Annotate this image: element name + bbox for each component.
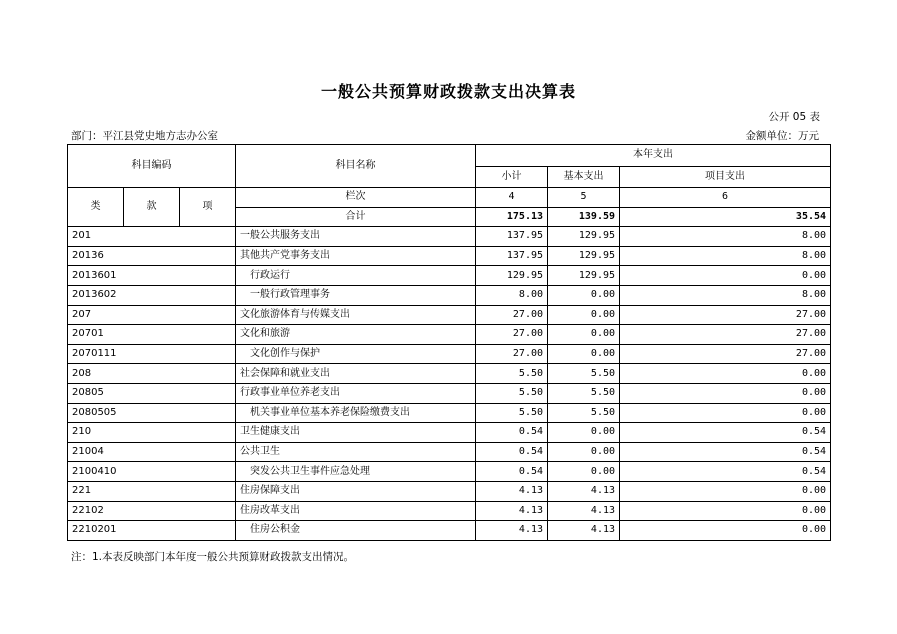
row-project: 27.00 (620, 344, 831, 364)
row-name: 住房改革支出 (236, 501, 476, 521)
row-subtotal: 5.50 (476, 403, 548, 423)
row-code: 2210201 (68, 521, 236, 541)
table-row (68, 246, 831, 266)
row-basic: 0.00 (548, 305, 620, 325)
row-subtotal: 4.13 (476, 521, 548, 541)
row-basic: 4.13 (548, 481, 620, 501)
table-row (68, 305, 831, 325)
row-project: 0.00 (620, 481, 831, 501)
form-number: 公开 05 表 (768, 111, 820, 123)
row-code: 22102 (68, 501, 236, 521)
total-project: 35.54 (620, 207, 831, 227)
row-project: 27.00 (620, 325, 831, 345)
row-project: 0.54 (620, 442, 831, 462)
row-basic: 0.00 (548, 325, 620, 345)
row-project: 0.00 (620, 364, 831, 384)
col6-header: 6 (620, 188, 831, 208)
row-subtotal: 0.54 (476, 462, 548, 482)
item-header: 项 (180, 188, 236, 227)
row-project: 8.00 (620, 246, 831, 266)
row-project: 0.00 (620, 403, 831, 423)
subtotal-header: 小计 (476, 166, 548, 188)
table-row (68, 423, 831, 443)
table-row (68, 344, 831, 364)
row-subtotal: 0.54 (476, 423, 548, 443)
expenditure-table (67, 144, 831, 541)
row-project: 0.54 (620, 423, 831, 443)
row-basic: 129.95 (548, 266, 620, 286)
row-code: 201 (68, 227, 236, 247)
table-row (68, 285, 831, 305)
row-subtotal: 27.00 (476, 344, 548, 364)
table-row (68, 501, 831, 521)
row-name: 机关事业单位基本养老保险缴费支出 (236, 403, 476, 423)
row-project: 0.00 (620, 383, 831, 403)
row-subtotal: 137.95 (476, 227, 548, 247)
basic-header: 基本支出 (548, 166, 620, 188)
row-name: 其他共产党事务支出 (236, 246, 476, 266)
row-name: 一般行政管理事务 (236, 285, 476, 305)
row-basic: 4.13 (548, 501, 620, 521)
row-project: 0.00 (620, 266, 831, 286)
row-code: 208 (68, 364, 236, 384)
row-project: 0.54 (620, 462, 831, 482)
header-row-3 (68, 188, 831, 208)
row-basic: 0.00 (548, 462, 620, 482)
table-row (68, 462, 831, 482)
row-code: 2013601 (68, 266, 236, 286)
row-name: 行政运行 (236, 266, 476, 286)
row-name: 文化和旅游 (236, 325, 476, 345)
table-row (68, 325, 831, 345)
row-project: 0.00 (620, 521, 831, 541)
row-subtotal: 5.50 (476, 364, 548, 384)
row-basic: 5.50 (548, 383, 620, 403)
row-name: 突发公共卫生事件应急处理 (236, 462, 476, 482)
page-title: 一般公共预算财政拨款支出决算表 (320, 82, 576, 101)
row-code: 2100410 (68, 462, 236, 482)
row-code: 2013602 (68, 285, 236, 305)
col5-header: 5 (548, 188, 620, 208)
row-subtotal: 27.00 (476, 325, 548, 345)
row-basic: 4.13 (548, 521, 620, 541)
row-basic: 5.50 (548, 364, 620, 384)
row-project: 0.00 (620, 501, 831, 521)
row-code: 210 (68, 423, 236, 443)
row-project: 27.00 (620, 305, 831, 325)
row-name: 文化创作与保护 (236, 344, 476, 364)
row-name: 公共卫生 (236, 442, 476, 462)
row-subtotal: 0.54 (476, 442, 548, 462)
total-subtotal: 175.13 (476, 207, 548, 227)
row-code: 20805 (68, 383, 236, 403)
row-project: 8.00 (620, 285, 831, 305)
table-row (68, 266, 831, 286)
row-basic: 0.00 (548, 344, 620, 364)
row-name: 社会保障和就业支出 (236, 364, 476, 384)
row-name: 卫生健康支出 (236, 423, 476, 443)
total-label: 合计 (236, 207, 476, 227)
row-subtotal: 4.13 (476, 481, 548, 501)
table-row (68, 383, 831, 403)
col4-header: 4 (476, 188, 548, 208)
row-code: 20136 (68, 246, 236, 266)
table-row (68, 227, 831, 247)
table-row (68, 442, 831, 462)
row-subtotal: 4.13 (476, 501, 548, 521)
row-subtotal: 129.95 (476, 266, 548, 286)
row-code: 2070111 (68, 344, 236, 364)
row-project: 8.00 (620, 227, 831, 247)
header-row-1 (68, 145, 831, 167)
row-basic: 0.00 (548, 423, 620, 443)
table-row (68, 521, 831, 541)
department-label: 部门：平江县党史地方志办公室 (71, 130, 218, 142)
row-name: 一般公共服务支出 (236, 227, 476, 247)
row-name: 行政事业单位养老支出 (236, 383, 476, 403)
row-basic: 0.00 (548, 442, 620, 462)
amount-unit-label: 金额单位：万元 (745, 130, 819, 142)
row-code: 2080505 (68, 403, 236, 423)
row-code: 207 (68, 305, 236, 325)
row-subtotal: 5.50 (476, 383, 548, 403)
project-header: 项目支出 (620, 166, 831, 188)
section-header: 款 (124, 188, 180, 227)
subject-code-header: 科目编码 (68, 145, 236, 188)
row-name: 住房公积金 (236, 521, 476, 541)
row-subtotal: 137.95 (476, 246, 548, 266)
table-row (68, 403, 831, 423)
row-code: 221 (68, 481, 236, 501)
class-header: 类 (68, 188, 124, 227)
subject-name-header: 科目名称 (236, 145, 476, 188)
total-basic: 139.59 (548, 207, 620, 227)
row-subtotal: 8.00 (476, 285, 548, 305)
row-basic: 129.95 (548, 246, 620, 266)
row-name: 住房保障支出 (236, 481, 476, 501)
row-subtotal: 27.00 (476, 305, 548, 325)
column-no-header: 栏次 (236, 188, 476, 208)
row-code: 20701 (68, 325, 236, 345)
table-row (68, 364, 831, 384)
row-basic: 0.00 (548, 285, 620, 305)
row-basic: 5.50 (548, 403, 620, 423)
table-row (68, 481, 831, 501)
current-year-header: 本年支出 (476, 145, 831, 167)
row-name: 文化旅游体育与传媒支出 (236, 305, 476, 325)
row-code: 21004 (68, 442, 236, 462)
row-basic: 129.95 (548, 227, 620, 247)
footnote: 注：1.本表反映部门本年度一般公共预算财政拨款支出情况。 (71, 551, 355, 563)
